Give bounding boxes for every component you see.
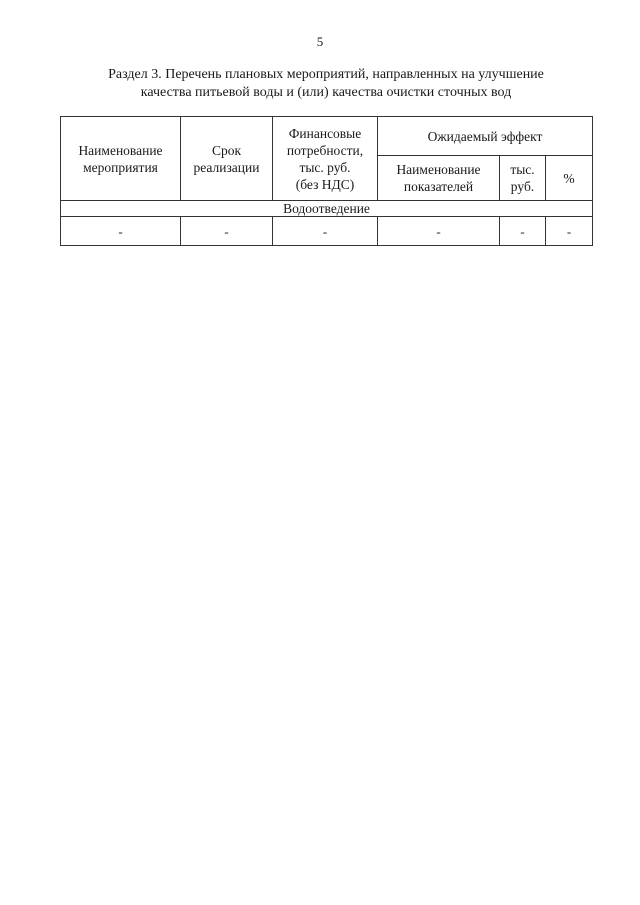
header-thousand-rub: тыс. руб. (500, 156, 546, 201)
table-cell: - (273, 217, 378, 246)
header-expected-effect: Ожидаемый эффект (378, 117, 593, 156)
table-row (61, 217, 593, 246)
table-cell: - (378, 217, 500, 246)
header-percent: % (546, 156, 593, 201)
header-financial-needs: Финансовые потребности, тыс. руб. (без НДС) (273, 117, 378, 201)
header-indicator-name: Наименование показателей (378, 156, 500, 201)
table-cell: - (500, 217, 546, 246)
table-cell: - (546, 217, 593, 246)
table-cell: - (61, 217, 181, 246)
table-cell: - (181, 217, 273, 246)
page-number: 5 (316, 34, 324, 49)
section-title-line-2: качества питьевой воды и (или) качества очистки сточных вод (140, 85, 512, 100)
header-period: Срок реализации (181, 117, 273, 201)
section-title (60, 66, 592, 102)
header-event-name: Наименование мероприятия (61, 117, 181, 201)
section-title-line-1: Раздел 3. Перечень плановых мероприятий, направленных на улучшение (108, 67, 544, 82)
section-row-water-disposal: Водоотведение (61, 201, 593, 217)
planned-events-table (60, 116, 593, 246)
